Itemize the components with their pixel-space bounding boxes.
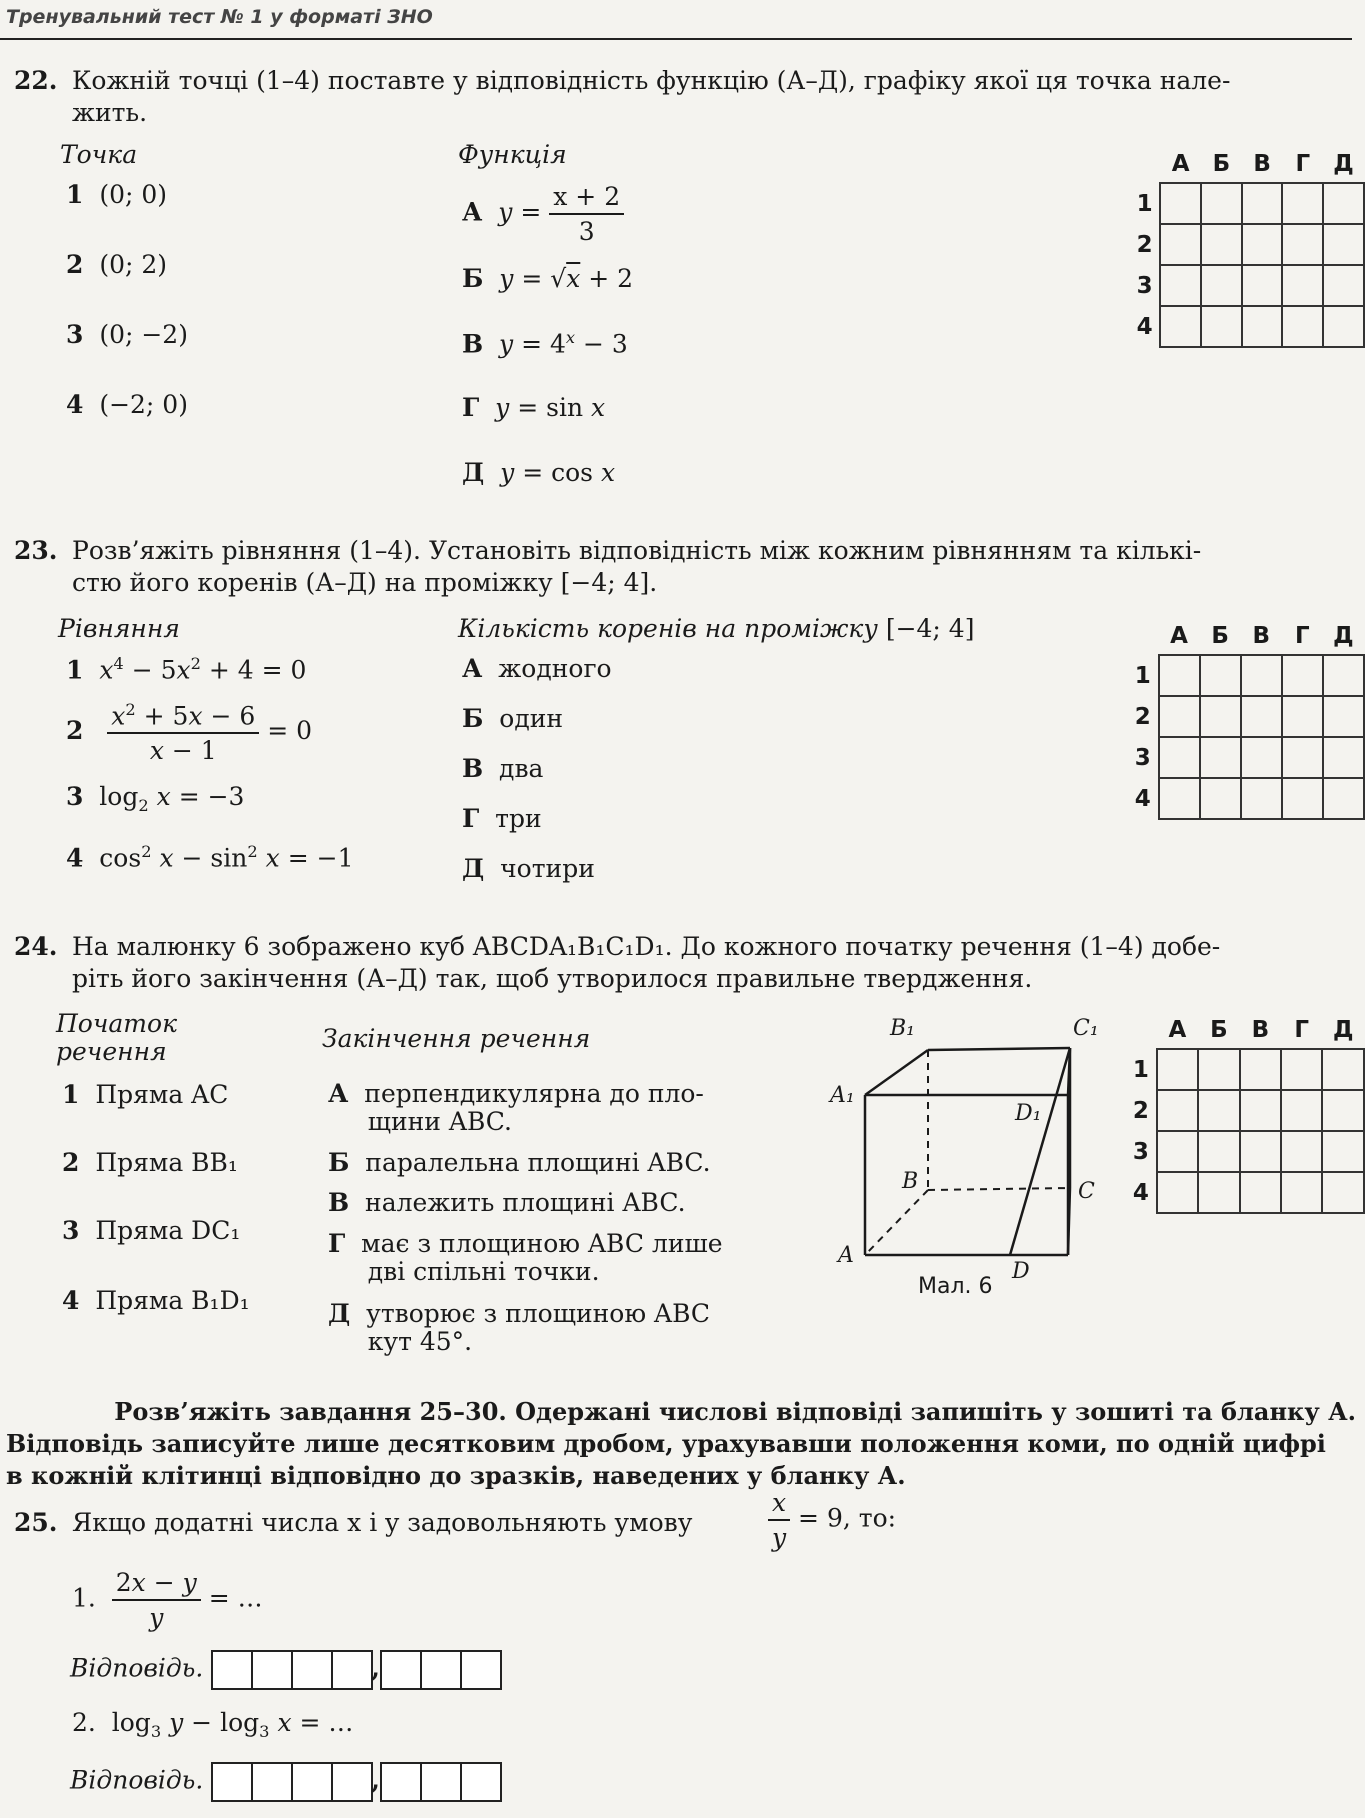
q23-text-cont: стю його коренів (А–Д) на проміжку [−4; 4].	[72, 568, 658, 597]
q25-answer-1: Відповідь. ,	[70, 1650, 500, 1690]
q24-end-g: Г має з площиною ABC лише дві спільні точки.	[328, 1229, 723, 1286]
q22-point-4: 4 (−2; 0)	[66, 390, 188, 419]
q22-func-v: В $y = 4^x - 3$	[462, 328, 628, 359]
answer-cell[interactable]	[211, 1762, 253, 1802]
q23-text: Розв’яжіть рівняння (1–4). Установіть відповідність між кожним рівнянням та кількі-	[72, 536, 1202, 565]
header-rule	[0, 38, 1352, 40]
q23-ans-b: Б один	[462, 704, 564, 733]
answer-cell[interactable]	[420, 1650, 462, 1690]
label-D1: D₁	[1015, 1101, 1042, 1126]
q22-func-a: А y = $\frac{x + 2}{3}$	[462, 182, 624, 246]
q22-point-2: 2 (0; 2)	[66, 250, 168, 279]
q24-right-title: Закінчення речення	[322, 1024, 591, 1053]
q24-text-cont: ріть його закінчення (А–Д) так, щоб утворилося правильне твердження.	[72, 964, 1033, 993]
answer-cell[interactable]	[380, 1650, 422, 1690]
q23-right-title: Кількість коренів на проміжку [−4; 4]	[458, 614, 975, 643]
q24-answer-grid[interactable]: А Б В Г Д 1 2 3 4	[1126, 1012, 1365, 1214]
q24-start-1: 1 Пряма AC	[62, 1080, 229, 1109]
answer-cell[interactable]	[211, 1650, 253, 1690]
q23-ans-a: А жодного	[462, 654, 612, 683]
label-A1: A₁	[830, 1083, 855, 1108]
q24-end-b: Б паралельна площині ABC.	[328, 1148, 711, 1177]
q25-number: 25.	[14, 1508, 58, 1537]
page-header: Тренувальний тест № 1 у форматі ЗНО	[6, 6, 433, 28]
answer-cell[interactable]	[291, 1650, 333, 1690]
q24-end-d: Д утворює з площиною ABC кут 45°.	[328, 1299, 711, 1356]
q24-start-2: 2 Пряма BB₁	[62, 1148, 238, 1177]
q23-eq-1: 1 $x^4 - 5x^2 + 4 = 0$	[66, 654, 307, 685]
label-C1: C₁	[1073, 1016, 1099, 1041]
q22-right-title: Функція	[458, 140, 567, 169]
q24-number: 24.	[14, 932, 58, 961]
q23-ans-d: Д чотири	[462, 854, 595, 883]
q23-left-title: Рівняння	[58, 614, 180, 643]
label-B1: B₁	[890, 1016, 915, 1041]
q24-text: На малюнку 6 зображено куб ABCDA₁B₁C₁D₁. До кожного початку речення (1–4) добе-	[72, 932, 1221, 961]
q22-text: Кожній точці (1–4) поставте у відповідність функцію (А–Д), графіку якої ця точка нале-	[72, 66, 1231, 95]
label-A: A	[838, 1243, 854, 1268]
q24-start-3: 3 Пряма DC₁	[62, 1216, 241, 1245]
label-D: D	[1012, 1259, 1030, 1284]
answer-cell[interactable]	[420, 1762, 462, 1802]
answer-cell[interactable]	[251, 1762, 293, 1802]
q24-end-v: В належить площині ABC.	[328, 1188, 686, 1217]
label-B: B	[902, 1169, 919, 1194]
cube-figure	[820, 1010, 1110, 1300]
q25-condition: $\frac{x}{y}$ = 9, то:	[768, 1488, 896, 1552]
answer-cell[interactable]	[380, 1762, 422, 1802]
q22-point-1: 1 (0; 0)	[66, 180, 168, 209]
q23-ans-g: Г три	[462, 804, 542, 833]
q25-sub1: 1. $\frac{2x - y}{y}$ = …	[72, 1568, 263, 1632]
q25-sub2: 2. $\log_3 y - \log_3 x$ = …	[72, 1708, 354, 1741]
q24-left-title: Початок речення	[56, 1009, 177, 1066]
q22-func-g: Г y = sin x	[462, 393, 606, 422]
answer-cell[interactable]	[331, 1650, 373, 1690]
q22-answer-grid[interactable]: А Б В Г Д 1 2 3 4	[1130, 146, 1365, 348]
q24-start-4: 4 Пряма B₁D₁	[62, 1286, 250, 1315]
q23-eq-3: 3 $\log_2 x = -3$	[66, 782, 245, 815]
q22-left-title: Точка	[60, 140, 138, 169]
answer-cell[interactable]	[291, 1762, 333, 1802]
answer-cell[interactable]	[251, 1650, 293, 1690]
q23-answer-grid[interactable]: А Б В Г Д 1 2 3 4	[1128, 618, 1365, 820]
q23-eq-4: 4 $\cos^2 x - \sin^2 x = -1$	[66, 842, 354, 873]
q25-answer-2: Відповідь. ,	[70, 1762, 500, 1802]
q22-number: 22.	[14, 66, 58, 95]
q23-number: 23.	[14, 536, 58, 565]
q22-text-cont: жить.	[72, 98, 148, 127]
q23-eq-2: 2 $\frac{x^2 + 5x - 6}{x - 1}$ = 0	[66, 700, 313, 766]
instruction-block: Розв’яжіть завдання 25–30. Одержані числові відповіді запишіть у зошиті та бланку А. Відповідь записуйте лише десятковим дробом, урахувавши положення коми, по одній цифрі в кожній клітинці відповідно до зразків, наведених у бланку А.	[6, 1397, 1356, 1490]
figure-caption: Мал. 6	[918, 1274, 993, 1299]
q25-text: Якщо додатні числа x і y задовольняють умову	[72, 1508, 693, 1537]
q24-end-a: А перпендикулярна до пло- щини ABC.	[328, 1079, 704, 1136]
q23-ans-v: В два	[462, 754, 544, 783]
label-C: C	[1078, 1179, 1095, 1204]
q22-func-d: Д y = cos x	[462, 458, 616, 487]
answer-cell[interactable]	[460, 1762, 502, 1802]
answer-cell[interactable]	[460, 1650, 502, 1690]
q22-func-b: Б y = √x + 2	[462, 264, 634, 293]
answer-cell[interactable]	[331, 1762, 373, 1802]
q22-point-3: 3 (0; −2)	[66, 320, 188, 349]
